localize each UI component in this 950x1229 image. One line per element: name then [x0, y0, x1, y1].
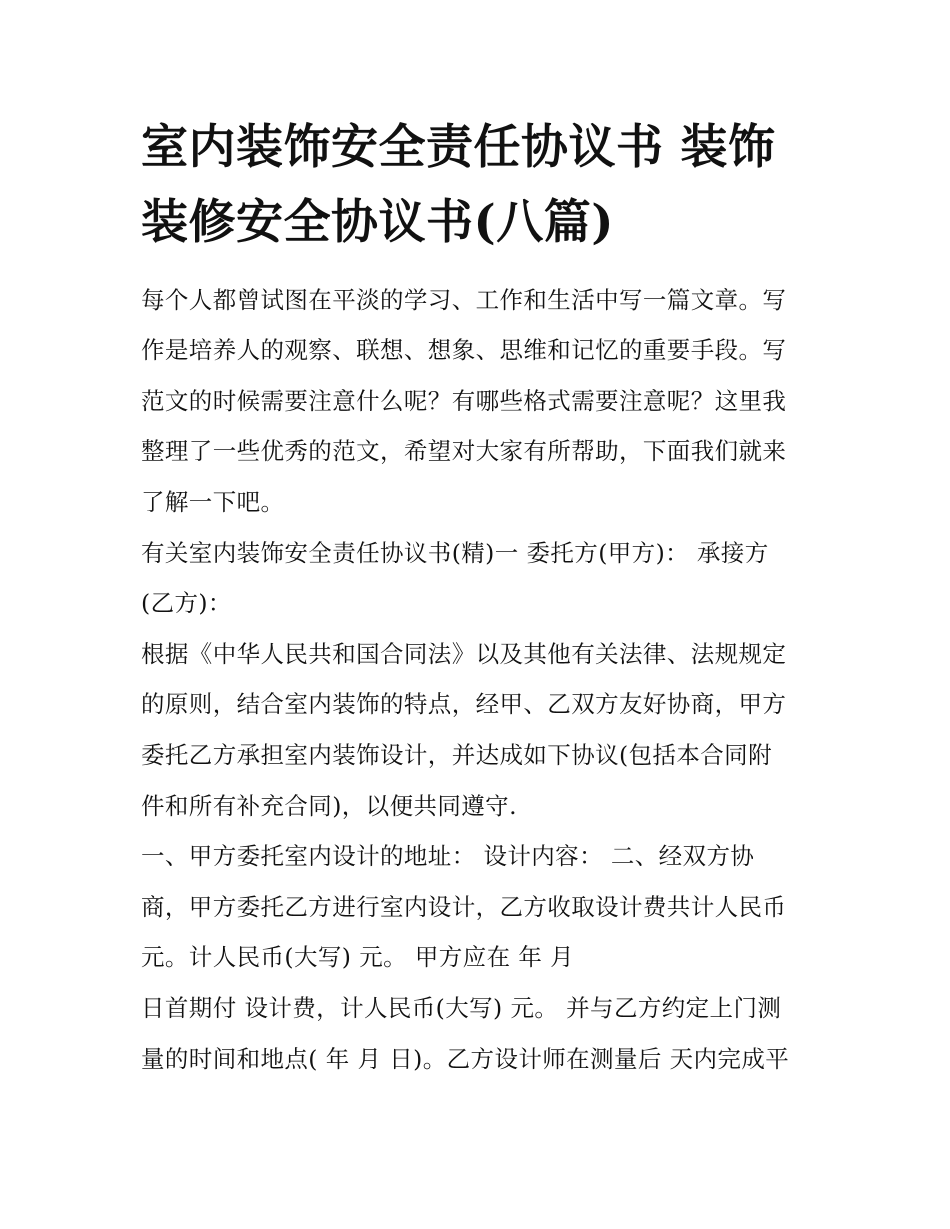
body-text-line: 有关室内装饰安全责任协议书(精)一 委托方(甲方)： 承接方: [141, 539, 769, 567]
body-text-line: 每个人都曾试图在平淡的学习、工作和生活中写一篇文章。写: [141, 286, 787, 314]
body-text-line: 了解一下吧。: [141, 488, 285, 516]
body-text-line: 作是培养人的观察、联想、想象、思维和记忆的重要手段。写: [141, 336, 787, 364]
body-text-line: 一、甲方委托室内设计的地址： 设计内容： 二、经双方协: [141, 842, 755, 870]
body-text-line: 商，甲方委托乙方进行室内设计，乙方收取设计费共计人民币: [141, 893, 787, 921]
body-text-line: 元。计人民币(大写) 元。 甲方应在 年 月: [141, 943, 575, 971]
body-text-line: 整理了一些优秀的范文，希望对大家有所帮助，下面我们就来: [141, 437, 787, 465]
body-text-line: 件和所有补充合同)，以便共同遵守.: [141, 792, 517, 820]
body-text-line: 范文的时候需要注意什么呢？有哪些格式需要注意呢？这里我: [141, 387, 787, 415]
body-text-line: 委托乙方承担室内装饰设计，并达成如下协议(包括本合同附: [141, 741, 772, 769]
document-title-line-2: 装修安全协议书(八篇): [141, 195, 614, 250]
body-text-line: 的原则，结合室内装饰的特点，经甲、乙双方友好协商，甲方: [141, 690, 787, 718]
body-text-line: 根据《中华人民共和国合同法》以及其他有关法律、法规规定: [141, 640, 787, 668]
body-text-line: 量的时间和地点( 年 月 日)。乙方设计师在测量后 天内完成平: [141, 1045, 790, 1073]
document-title-line-1: 室内装饰安全责任协议书 装饰: [141, 120, 776, 175]
body-text-line: (乙方)：: [141, 589, 232, 617]
body-text-line: 日首期付 设计费，计人民币(大写) 元。 并与乙方约定上门测: [141, 994, 782, 1022]
